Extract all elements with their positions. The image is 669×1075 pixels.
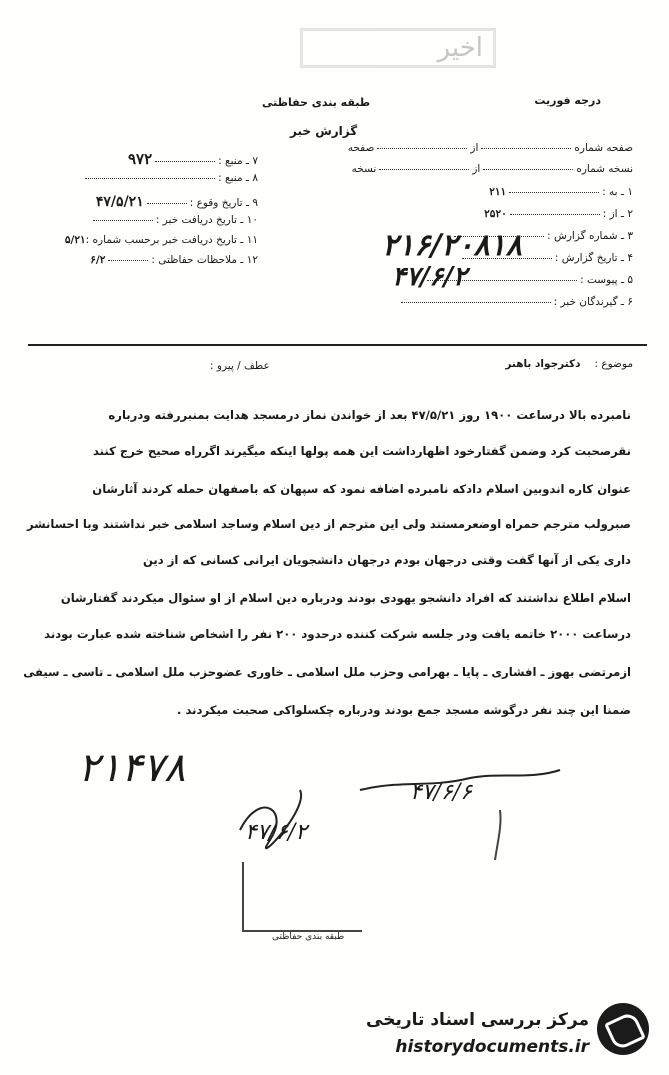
watermark-url: historydocuments.ir <box>395 1037 589 1057</box>
field-source-2: ۸ ـ منبع : <box>28 172 258 184</box>
field-occurrence-date: ۹ ـ تاریخ وقوع :۴۷/۵/۲۱ <box>95 194 258 210</box>
subject-line: موضوع :دکترجواد باهنر <box>505 358 633 370</box>
field-from: ۲ ـ از :۲۵۲۰ <box>484 208 633 220</box>
signature-scribbles <box>230 750 650 880</box>
field-receipt-number: ۱۱ ـ تاریخ دریافت خبر برحسب شماره :۵/۲۱ <box>64 234 258 246</box>
body-line: نامبرده بالا درساعت ۱۹۰۰ روز ۴۷/۵/۲۱ بعد از خواندن نماز درمسجد هدایت بمنبررفته ودرباره <box>108 408 631 422</box>
divider-line <box>28 344 647 346</box>
watermark-title: مرکز بررسی اسناد تاریخی <box>366 1010 589 1030</box>
sheet-number-line: صفحه شمارهازصفحه <box>347 142 633 154</box>
classification-seal <box>242 862 362 932</box>
handwritten-date-2: ۴۷/۶/۲ <box>245 820 308 845</box>
top-stamp: اخیر <box>300 28 496 68</box>
handwritten-report-date: ۴۷/۶/۲ <box>392 262 467 292</box>
classification-label: طبقه بندی حفاظتی <box>262 96 371 109</box>
field-receipt-date: ۱۰ ـ تاریخ دریافت خبر : <box>28 214 258 226</box>
body-line: داری یکی از آنها گفت وقتی درجهان بودم درجهان دانشجویان ایرانی کسانی که از دین <box>142 553 631 567</box>
history-docs-logo-icon <box>597 1003 649 1055</box>
field-to: ۱ ـ به :۲۱۱ <box>489 186 633 198</box>
reference-label: عطف / پیرو : <box>210 360 270 372</box>
handwritten-report-number: ۲۱۶/۲۰۸۱۸ <box>382 228 522 263</box>
body-line: اسلام اطلاع نداشتند که افراد دانشجو یهودی بودند ودرباره دین اسلام از او سئوال میکردند گفتارشان <box>60 591 631 605</box>
field-attachment: ۵ ـ پیوست : <box>424 274 633 286</box>
body-line: ضمنا این چند نفر درگوشه مسجد جمع بودند ودرباره چکسلواکی صحبت میکردند . <box>177 703 631 717</box>
report-title: گزارش خبر <box>290 124 358 138</box>
body-line: ازمرتضی بهوز ـ افشاری ـ پایا ـ بهرامی وحزب ملل اسلامی ـ خاوری عضوحزب ملل اسلامی ـ تاسی ـ سیفی <box>23 665 631 679</box>
field-source: ۷ ـ منبع :۹۷۲ <box>128 150 258 168</box>
seal-caption: طبقه بندی حفاظتی <box>272 932 345 942</box>
field-protective-notes: ۱۲ ـ ملاحظات حفاظتی :۶/۲ <box>90 254 258 266</box>
field-recipients: ۶ ـ گیرندگان خبر : <box>398 296 633 308</box>
body-line: درساعت ۲۰۰۰ خاتمه یافت ودر جلسه شرکت کننده درحدود ۲۰۰ نفر را اشخاص شناخته شده عبارت بودند <box>44 627 631 641</box>
copy-number-line: نسخه شمارهازنسخه <box>351 163 633 175</box>
body-line: نقرصحبت کرد وضمن گفتارخود اظهارداشت این همه پولها اینکه میگیرند اگرراه صحیح خرج کنند <box>92 444 631 458</box>
handwritten-date: ۴۷/۶/۶ <box>410 780 473 805</box>
field-report-date: ۴ ـ تاریخ گزارش : <box>459 252 633 264</box>
handwritten-file-number: ۲۱۴۷۸ <box>78 745 186 791</box>
priority-label: درجه فوریت <box>534 94 601 107</box>
body-line: عنوان کاره اندوبین اسلام دادکه نامبرده اضافه نمود که سپهان که باصفهان حمله کردند آثارشان <box>92 482 631 496</box>
field-report-number: ۳ ـ شماره گزارش : <box>451 230 633 242</box>
body-line: صبرولب مترجم حمراه اوضعرمستند ولی این مترجم از دین اسلام وساجد اسلامی خبر نداشتند وبا احسانشر <box>27 517 631 531</box>
